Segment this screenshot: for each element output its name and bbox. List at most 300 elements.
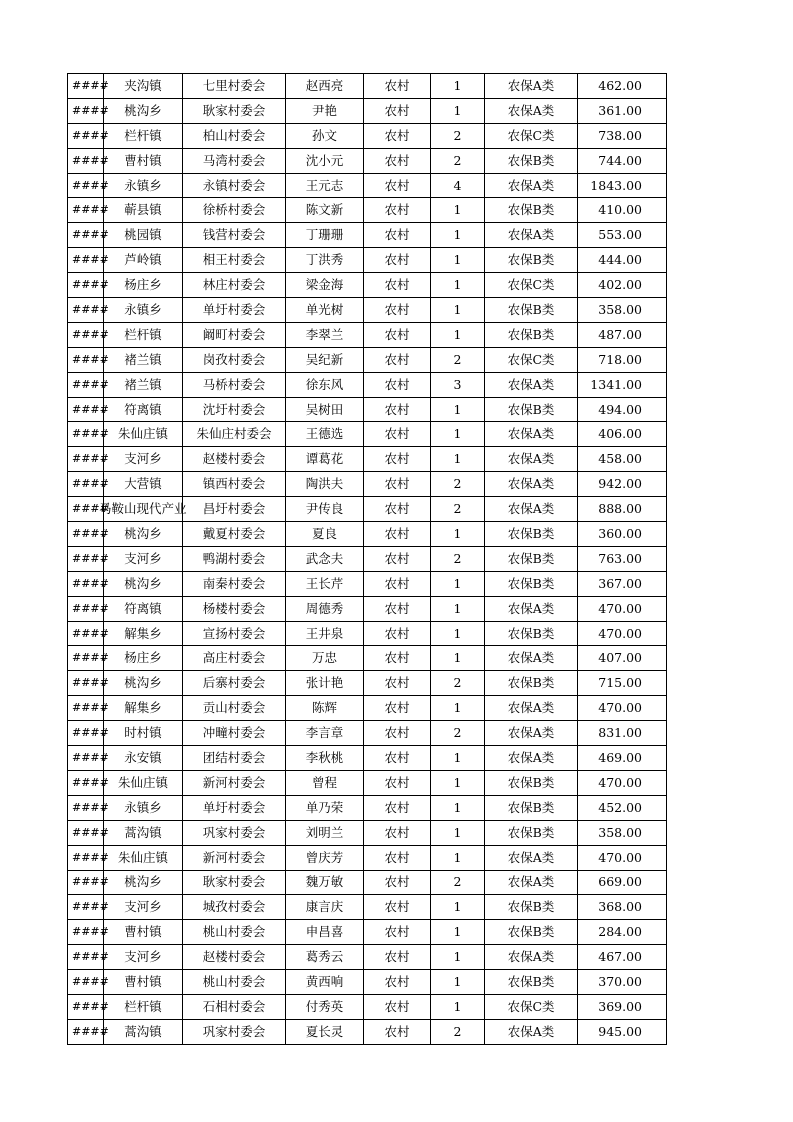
cell-town bbox=[99, 497, 187, 522]
cell-type: 农村 bbox=[364, 646, 431, 671]
cell-town: 永镇乡 bbox=[104, 298, 183, 323]
cell-amount: 470.00 bbox=[578, 696, 667, 721]
cell-amount: 1341.00 bbox=[578, 372, 667, 397]
cell-amount: 738.00 bbox=[578, 123, 667, 148]
cell-name: 王井泉 bbox=[286, 621, 364, 646]
cell-count: 2 bbox=[431, 671, 485, 696]
cell-name: 尹艳 bbox=[286, 98, 364, 123]
cell-name: 李言章 bbox=[286, 721, 364, 746]
cell-count: 1 bbox=[431, 447, 485, 472]
cell-town: 桃沟乡 bbox=[104, 671, 183, 696]
cell-type: 农村 bbox=[364, 770, 431, 795]
cell-category: 农保A类 bbox=[485, 845, 578, 870]
cell-village: 岗孜村委会 bbox=[183, 347, 286, 372]
cell-count: 3 bbox=[431, 372, 485, 397]
cell-type: 农村 bbox=[364, 273, 431, 298]
cell-name: 陈文新 bbox=[286, 198, 364, 223]
cell-type: 农村 bbox=[364, 347, 431, 372]
cell-amount: 370.00 bbox=[578, 970, 667, 995]
cell-town: 栏杆镇 bbox=[104, 123, 183, 148]
cell-amount: 368.00 bbox=[578, 895, 667, 920]
cell-count: 2 bbox=[431, 148, 485, 173]
cell-type: 农村 bbox=[364, 970, 431, 995]
table-row bbox=[68, 223, 667, 248]
cell-town: 栏杆镇 bbox=[104, 994, 183, 1019]
cell-village: 林庄村委会 bbox=[183, 273, 286, 298]
cell-town: 褚兰镇 bbox=[104, 347, 183, 372]
table-row bbox=[68, 895, 667, 920]
cell-type: 农村 bbox=[364, 920, 431, 945]
cell-amount: 407.00 bbox=[578, 646, 667, 671]
cell-village: 昌圩村委会 bbox=[183, 497, 286, 522]
cell-date: #### bbox=[68, 870, 104, 895]
cell-date: #### bbox=[68, 397, 104, 422]
cell-village: 贡山村委会 bbox=[183, 696, 286, 721]
cell-town: 支河乡 bbox=[104, 546, 183, 571]
cell-village: 石相村委会 bbox=[183, 994, 286, 1019]
cell-count: 2 bbox=[431, 721, 485, 746]
table-row bbox=[68, 845, 667, 870]
cell-village: 后寨村委会 bbox=[183, 671, 286, 696]
cell-type: 农村 bbox=[364, 621, 431, 646]
cell-name: 单光树 bbox=[286, 298, 364, 323]
cell-name: 刘明兰 bbox=[286, 820, 364, 845]
cell-village: 单圩村委会 bbox=[183, 795, 286, 820]
cell-category: 农保B类 bbox=[485, 198, 578, 223]
cell-count: 2 bbox=[431, 472, 485, 497]
cell-name: 武念夫 bbox=[286, 546, 364, 571]
cell-count: 1 bbox=[431, 770, 485, 795]
cell-type: 农村 bbox=[364, 1019, 431, 1044]
cell-date: #### bbox=[68, 820, 104, 845]
cell-type: 农村 bbox=[364, 721, 431, 746]
cell-village: 戴夏村委会 bbox=[183, 522, 286, 547]
cell-count: 1 bbox=[431, 397, 485, 422]
cell-category: 农保A类 bbox=[485, 98, 578, 123]
cell-type: 农村 bbox=[364, 671, 431, 696]
table-row bbox=[68, 571, 667, 596]
table-body bbox=[68, 74, 667, 1045]
cell-date: #### bbox=[68, 845, 104, 870]
cell-name: 单乃荣 bbox=[286, 795, 364, 820]
cell-town: 支河乡 bbox=[104, 447, 183, 472]
table-row bbox=[68, 696, 667, 721]
cell-type: 农村 bbox=[364, 571, 431, 596]
cell-type: 农村 bbox=[364, 795, 431, 820]
cell-village: 赵楼村委会 bbox=[183, 447, 286, 472]
cell-name: 丁珊珊 bbox=[286, 223, 364, 248]
cell-name: 周德秀 bbox=[286, 596, 364, 621]
table-row bbox=[68, 298, 667, 323]
cell-count: 1 bbox=[431, 273, 485, 298]
cell-name: 陈辉 bbox=[286, 696, 364, 721]
cell-town: 朱仙庄镇 bbox=[104, 422, 183, 447]
cell-type: 农村 bbox=[364, 895, 431, 920]
cell-type: 农村 bbox=[364, 298, 431, 323]
cell-category: 农保A类 bbox=[485, 223, 578, 248]
cell-category: 农保B类 bbox=[485, 621, 578, 646]
cell-count: 2 bbox=[431, 546, 485, 571]
cell-name: 葛秀云 bbox=[286, 945, 364, 970]
cell-village: 单圩村委会 bbox=[183, 298, 286, 323]
cell-count: 1 bbox=[431, 198, 485, 223]
cell-amount: 406.00 bbox=[578, 422, 667, 447]
cell-amount: 452.00 bbox=[578, 795, 667, 820]
cell-amount: 361.00 bbox=[578, 98, 667, 123]
cell-amount: 553.00 bbox=[578, 223, 667, 248]
cell-village: 马桥村委会 bbox=[183, 372, 286, 397]
cell-name: 吴树田 bbox=[286, 397, 364, 422]
table-row bbox=[68, 522, 667, 547]
cell-name: 魏万敏 bbox=[286, 870, 364, 895]
cell-amount: 718.00 bbox=[578, 347, 667, 372]
cell-town: 支河乡 bbox=[104, 895, 183, 920]
cell-date: #### bbox=[68, 945, 104, 970]
cell-village: 桃山村委会 bbox=[183, 970, 286, 995]
cell-date: #### bbox=[68, 298, 104, 323]
cell-category: 农保B类 bbox=[485, 148, 578, 173]
cell-town: 蒿沟镇 bbox=[104, 820, 183, 845]
cell-count: 1 bbox=[431, 994, 485, 1019]
cell-category: 农保A类 bbox=[485, 596, 578, 621]
cell-village: 耿家村委会 bbox=[183, 98, 286, 123]
cell-date: #### bbox=[68, 74, 104, 99]
cell-village: 高庄村委会 bbox=[183, 646, 286, 671]
cell-village: 七里村委会 bbox=[183, 74, 286, 99]
table-row bbox=[68, 970, 667, 995]
cell-town: 符离镇 bbox=[104, 596, 183, 621]
cell-date: #### bbox=[68, 795, 104, 820]
cell-town: 芦岭镇 bbox=[104, 248, 183, 273]
cell-type: 农村 bbox=[364, 522, 431, 547]
cell-type: 农村 bbox=[364, 497, 431, 522]
cell-town: 桃沟乡 bbox=[104, 98, 183, 123]
cell-type: 农村 bbox=[364, 870, 431, 895]
table-row bbox=[68, 1019, 667, 1044]
cell-town: 蕲县镇 bbox=[104, 198, 183, 223]
cell-date: #### bbox=[68, 721, 104, 746]
cell-count: 1 bbox=[431, 621, 485, 646]
cell-date: #### bbox=[68, 123, 104, 148]
cell-amount: 444.00 bbox=[578, 248, 667, 273]
cell-amount: 458.00 bbox=[578, 447, 667, 472]
cell-name: 康言庆 bbox=[286, 895, 364, 920]
cell-category: 农保B类 bbox=[485, 820, 578, 845]
table-row bbox=[68, 945, 667, 970]
cell-date: #### bbox=[68, 322, 104, 347]
cell-count: 1 bbox=[431, 945, 485, 970]
cell-category: 农保B类 bbox=[485, 895, 578, 920]
cell-name: 黄西响 bbox=[286, 970, 364, 995]
cell-village: 团结村委会 bbox=[183, 746, 286, 771]
cell-town: 永镇乡 bbox=[104, 173, 183, 198]
cell-date: #### bbox=[68, 223, 104, 248]
cell-count: 1 bbox=[431, 522, 485, 547]
cell-town: 桃园镇 bbox=[104, 223, 183, 248]
cell-name: 王长芹 bbox=[286, 571, 364, 596]
cell-category: 农保B类 bbox=[485, 571, 578, 596]
cell-village: 桃山村委会 bbox=[183, 920, 286, 945]
cell-name: 梁金海 bbox=[286, 273, 364, 298]
cell-town: 褚兰镇 bbox=[104, 372, 183, 397]
cell-count: 1 bbox=[431, 298, 485, 323]
cell-type: 农村 bbox=[364, 74, 431, 99]
cell-date: #### bbox=[68, 970, 104, 995]
cell-date: #### bbox=[68, 746, 104, 771]
cell-type: 农村 bbox=[364, 397, 431, 422]
cell-amount: 715.00 bbox=[578, 671, 667, 696]
cell-village: 赵楼村委会 bbox=[183, 945, 286, 970]
cell-town: 朱仙庄镇 bbox=[104, 845, 183, 870]
cell-village: 南秦村委会 bbox=[183, 571, 286, 596]
cell-town: 杨庄乡 bbox=[104, 646, 183, 671]
cell-count: 1 bbox=[431, 422, 485, 447]
table-row bbox=[68, 646, 667, 671]
cell-type: 农村 bbox=[364, 422, 431, 447]
cell-category: 农保A类 bbox=[485, 696, 578, 721]
cell-category: 农保A类 bbox=[485, 497, 578, 522]
table-row bbox=[68, 994, 667, 1019]
cell-name: 陶洪夫 bbox=[286, 472, 364, 497]
cell-village: 冲疃村委会 bbox=[183, 721, 286, 746]
cell-date: #### bbox=[68, 173, 104, 198]
cell-date: #### bbox=[68, 447, 104, 472]
table-row bbox=[68, 770, 667, 795]
cell-amount: 470.00 bbox=[578, 770, 667, 795]
cell-town: 曹村镇 bbox=[104, 970, 183, 995]
cell-type: 农村 bbox=[364, 372, 431, 397]
cell-category: 农保B类 bbox=[485, 770, 578, 795]
cell-amount: 369.00 bbox=[578, 994, 667, 1019]
cell-amount: 462.00 bbox=[578, 74, 667, 99]
cell-category: 农保A类 bbox=[485, 422, 578, 447]
cell-village: 巩家村委会 bbox=[183, 1019, 286, 1044]
cell-date: #### bbox=[68, 671, 104, 696]
cell-count: 1 bbox=[431, 970, 485, 995]
cell-name: 谭葛花 bbox=[286, 447, 364, 472]
cell-date: #### bbox=[68, 621, 104, 646]
cell-count: 2 bbox=[431, 347, 485, 372]
cell-date: #### bbox=[68, 98, 104, 123]
cell-count: 1 bbox=[431, 571, 485, 596]
cell-town: 夹沟镇 bbox=[104, 74, 183, 99]
cell-category: 农保B类 bbox=[485, 298, 578, 323]
table-row bbox=[68, 721, 667, 746]
cell-date: #### bbox=[68, 895, 104, 920]
cell-village: 耿家村委会 bbox=[183, 870, 286, 895]
cell-date: #### bbox=[68, 198, 104, 223]
cell-date: #### bbox=[68, 646, 104, 671]
cell-name: 付秀英 bbox=[286, 994, 364, 1019]
cell-name: 王元志 bbox=[286, 173, 364, 198]
cell-category: 农保C类 bbox=[485, 347, 578, 372]
cell-date: #### bbox=[68, 497, 104, 522]
cell-village: 沈圩村委会 bbox=[183, 397, 286, 422]
table-row bbox=[68, 546, 667, 571]
cell-count: 4 bbox=[431, 173, 485, 198]
cell-type: 农村 bbox=[364, 198, 431, 223]
table-row bbox=[68, 322, 667, 347]
table-row bbox=[68, 820, 667, 845]
table-row bbox=[68, 74, 667, 99]
cell-town: 桃沟乡 bbox=[104, 522, 183, 547]
cell-category: 农保C类 bbox=[485, 273, 578, 298]
cell-category: 农保C类 bbox=[485, 994, 578, 1019]
cell-amount: 763.00 bbox=[578, 546, 667, 571]
cell-type: 农村 bbox=[364, 148, 431, 173]
cell-date: #### bbox=[68, 571, 104, 596]
cell-count: 2 bbox=[431, 1019, 485, 1044]
table-row bbox=[68, 98, 667, 123]
cell-village: 钱营村委会 bbox=[183, 223, 286, 248]
cell-count: 1 bbox=[431, 646, 485, 671]
cell-amount: 284.00 bbox=[578, 920, 667, 945]
cell-amount: 470.00 bbox=[578, 845, 667, 870]
cell-category: 农保A类 bbox=[485, 945, 578, 970]
cell-amount: 942.00 bbox=[578, 472, 667, 497]
cell-town: 朱仙庄镇 bbox=[104, 770, 183, 795]
cell-amount: 669.00 bbox=[578, 870, 667, 895]
cell-name: 夏长灵 bbox=[286, 1019, 364, 1044]
data-table bbox=[67, 73, 667, 1045]
table-row bbox=[68, 472, 667, 497]
cell-amount: 402.00 bbox=[578, 273, 667, 298]
cell-date: #### bbox=[68, 522, 104, 547]
cell-category: 农保A类 bbox=[485, 1019, 578, 1044]
table-row bbox=[68, 347, 667, 372]
table-row bbox=[68, 920, 667, 945]
table-row bbox=[68, 198, 667, 223]
cell-count: 1 bbox=[431, 98, 485, 123]
cell-count: 1 bbox=[431, 596, 485, 621]
cell-name: 赵西亮 bbox=[286, 74, 364, 99]
cell-amount: 367.00 bbox=[578, 571, 667, 596]
cell-date: #### bbox=[68, 1019, 104, 1044]
cell-village: 朱仙庄村委会 bbox=[183, 422, 286, 447]
cell-category: 农保B类 bbox=[485, 795, 578, 820]
cell-amount: 744.00 bbox=[578, 148, 667, 173]
cell-date: #### bbox=[68, 994, 104, 1019]
cell-town: 杨庄乡 bbox=[104, 273, 183, 298]
cell-count: 1 bbox=[431, 920, 485, 945]
cell-town: 支河乡 bbox=[104, 945, 183, 970]
cell-village: 镇西村委会 bbox=[183, 472, 286, 497]
cell-count: 2 bbox=[431, 870, 485, 895]
cell-village: 宣扬村委会 bbox=[183, 621, 286, 646]
table-row bbox=[68, 621, 667, 646]
cell-date: #### bbox=[68, 920, 104, 945]
table-row bbox=[68, 422, 667, 447]
table-row bbox=[68, 447, 667, 472]
cell-name: 徐东风 bbox=[286, 372, 364, 397]
table-row bbox=[68, 248, 667, 273]
cell-name: 沈小元 bbox=[286, 148, 364, 173]
cell-name: 曾庆芳 bbox=[286, 845, 364, 870]
cell-amount: 945.00 bbox=[578, 1019, 667, 1044]
cell-count: 1 bbox=[431, 746, 485, 771]
cell-town: 蒿沟镇 bbox=[104, 1019, 183, 1044]
cell-type: 农村 bbox=[364, 994, 431, 1019]
cell-town: 曹村镇 bbox=[104, 148, 183, 173]
table-row bbox=[68, 397, 667, 422]
cell-town: 桃沟乡 bbox=[104, 870, 183, 895]
cell-category: 农保A类 bbox=[485, 472, 578, 497]
cell-village: 鸭湖村委会 bbox=[183, 546, 286, 571]
cell-name: 万忠 bbox=[286, 646, 364, 671]
cell-town: 大营镇 bbox=[104, 472, 183, 497]
cell-type: 农村 bbox=[364, 546, 431, 571]
cell-category: 农保B类 bbox=[485, 671, 578, 696]
cell-amount: 467.00 bbox=[578, 945, 667, 970]
cell-date: #### bbox=[68, 347, 104, 372]
cell-town: 栏杆镇 bbox=[104, 322, 183, 347]
table-row bbox=[68, 123, 667, 148]
cell-town: 符离镇 bbox=[104, 397, 183, 422]
cell-category: 农保B类 bbox=[485, 397, 578, 422]
cell-category: 农保A类 bbox=[485, 646, 578, 671]
cell-type: 农村 bbox=[364, 447, 431, 472]
cell-type: 农村 bbox=[364, 696, 431, 721]
cell-village: 新河村委会 bbox=[183, 845, 286, 870]
cell-category: 农保C类 bbox=[485, 123, 578, 148]
cell-category: 农保B类 bbox=[485, 970, 578, 995]
cell-name: 李翠兰 bbox=[286, 322, 364, 347]
table-row bbox=[68, 497, 667, 522]
cell-amount: 470.00 bbox=[578, 621, 667, 646]
cell-village: 新河村委会 bbox=[183, 770, 286, 795]
cell-amount: 1843.00 bbox=[578, 173, 667, 198]
cell-category: 农保B类 bbox=[485, 248, 578, 273]
cell-name: 申昌喜 bbox=[286, 920, 364, 945]
cell-type: 农村 bbox=[364, 945, 431, 970]
cell-count: 2 bbox=[431, 497, 485, 522]
cell-category: 农保A类 bbox=[485, 746, 578, 771]
cell-type: 农村 bbox=[364, 322, 431, 347]
cell-date: #### bbox=[68, 148, 104, 173]
cell-name: 孙文 bbox=[286, 123, 364, 148]
table-row bbox=[68, 671, 667, 696]
cell-category: 农保A类 bbox=[485, 721, 578, 746]
cell-village: 马湾村委会 bbox=[183, 148, 286, 173]
cell-date: #### bbox=[68, 273, 104, 298]
cell-count: 1 bbox=[431, 248, 485, 273]
cell-type: 农村 bbox=[364, 845, 431, 870]
cell-amount: 494.00 bbox=[578, 397, 667, 422]
cell-count: 1 bbox=[431, 845, 485, 870]
cell-amount: 888.00 bbox=[578, 497, 667, 522]
cell-town: 桃沟乡 bbox=[104, 571, 183, 596]
cell-name: 丁洪秀 bbox=[286, 248, 364, 273]
cell-count: 1 bbox=[431, 74, 485, 99]
cell-category: 农保A类 bbox=[485, 447, 578, 472]
cell-name: 王德选 bbox=[286, 422, 364, 447]
cell-type: 农村 bbox=[364, 472, 431, 497]
cell-amount: 831.00 bbox=[578, 721, 667, 746]
cell-type: 农村 bbox=[364, 248, 431, 273]
cell-category: 农保A类 bbox=[485, 173, 578, 198]
cell-amount: 470.00 bbox=[578, 596, 667, 621]
cell-town-text: 马鞍山现代产业 bbox=[99, 501, 187, 517]
cell-date: #### bbox=[68, 472, 104, 497]
cell-category: 农保B类 bbox=[485, 920, 578, 945]
cell-name: 张计艳 bbox=[286, 671, 364, 696]
table-row bbox=[68, 795, 667, 820]
cell-village: 永镇村委会 bbox=[183, 173, 286, 198]
table-row bbox=[68, 173, 667, 198]
cell-date: #### bbox=[68, 372, 104, 397]
cell-count: 2 bbox=[431, 123, 485, 148]
cell-date: #### bbox=[68, 770, 104, 795]
